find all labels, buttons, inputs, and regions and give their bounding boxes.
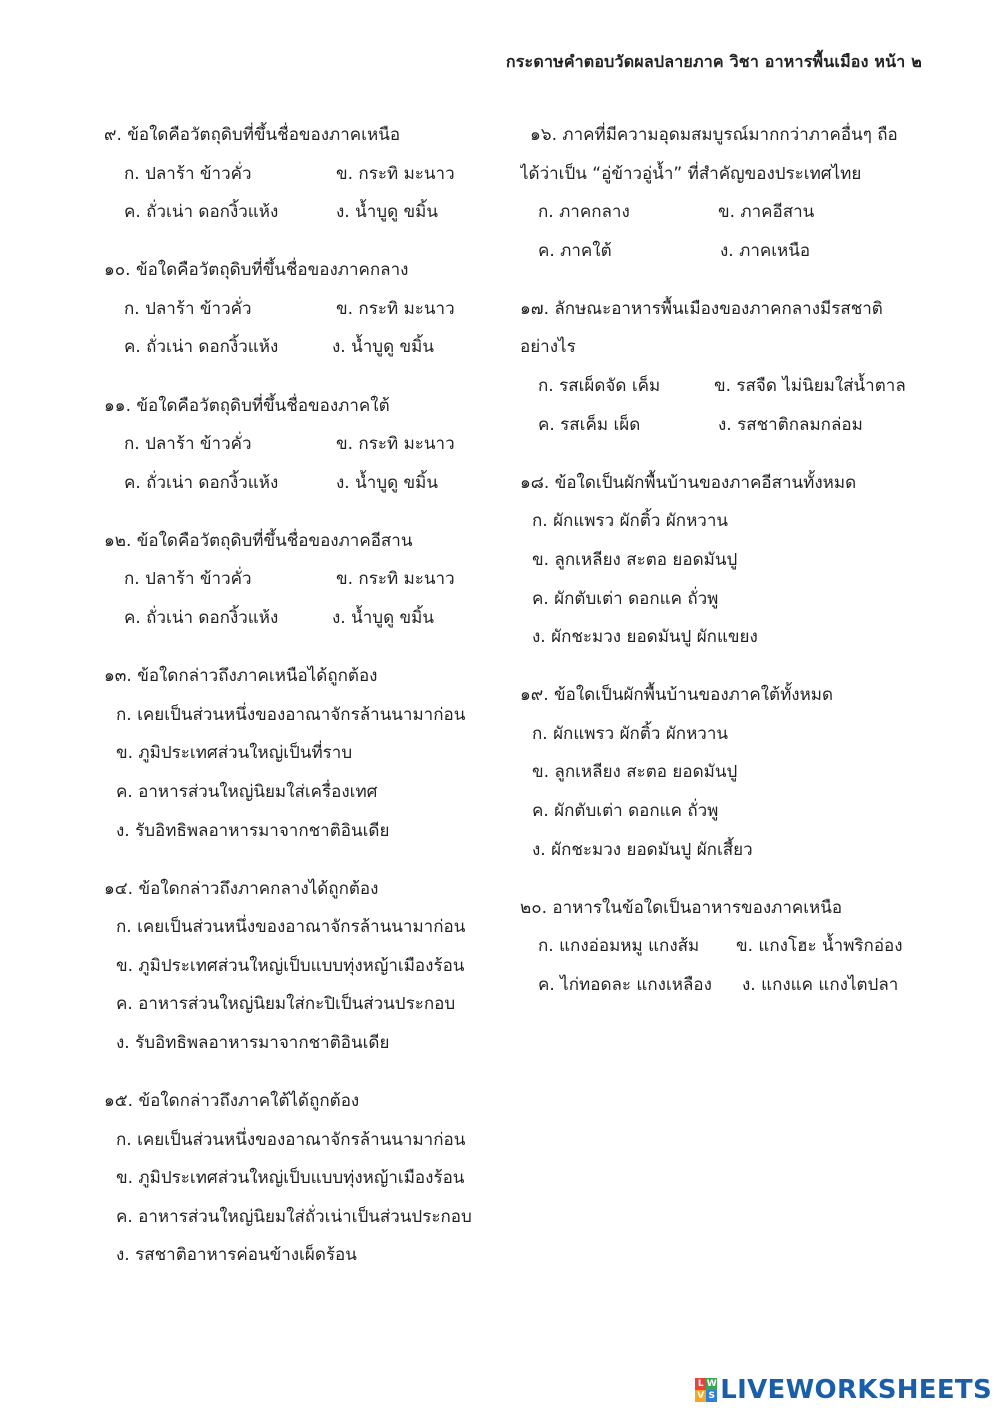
question-14	[104, 870, 504, 1063]
choice-option[interactable]: ค. ภาคใต้	[538, 240, 612, 261]
question-12	[104, 522, 504, 638]
question-16	[520, 116, 930, 270]
question-stem: ๑๘. ข้อใดเป็นผักพื้นบ้านของภาคอีสานทั้งหมด	[520, 472, 857, 493]
choice-option[interactable]: ข. ภาคอีสาน	[718, 202, 815, 223]
choice-option[interactable]: ง. แกงแค แกงไตปลา	[742, 974, 899, 995]
choice-option[interactable]: ค. ถั่วเน่า ดอกงิ้วแห้ง	[124, 472, 279, 493]
choice-row	[520, 193, 930, 232]
choice-option[interactable]: ก. เคยเป็นส่วนหนึ่งของอาณาจักรล้านนามาก่อน	[116, 704, 466, 725]
choice-row	[104, 464, 504, 503]
choice-row	[104, 599, 504, 638]
choice-row	[104, 290, 504, 329]
choice-option[interactable]: ก. ปลาร้า ข้าวคั่ว	[124, 298, 252, 319]
choice-option[interactable]: ข. แกงโฮะ น้ำพริกอ่อง	[736, 936, 903, 957]
choice-row	[104, 560, 504, 599]
choice-option[interactable]: ค. ผักตับเต่า ดอกแค ถั่วพู	[532, 588, 719, 609]
choice-option[interactable]: ข. ลูกเหลียง สะตอ ยอดมันปู	[532, 549, 738, 570]
choice-option[interactable]: ค. ไก่ทอดละ แกงเหลือง	[538, 974, 712, 995]
question-stem: ๑๗. ลักษณะอาหารพื้นเมืองของภาคกลางมีรสชาติ	[520, 298, 883, 319]
choice-row	[104, 193, 504, 232]
choice-option[interactable]: ง. รับอิทธิพลอาหารมาจากชาติอินเดีย	[116, 1032, 390, 1053]
choice-option[interactable]: ก. เคยเป็นส่วนหนึ่งของอาณาจักรล้านนามาก่อน	[116, 1129, 466, 1150]
choice-option[interactable]: ก. เคยเป็นส่วนหนึ่งของอาณาจักรล้านนามาก่อน	[116, 917, 466, 938]
question-15	[104, 1082, 504, 1275]
choice-row	[520, 406, 930, 445]
logo-badge-letter: S	[706, 1390, 717, 1402]
choice-row	[520, 966, 930, 1005]
question-11	[104, 387, 504, 503]
question-stem: ๑๕. ข้อใดกล่าวถึงภาคใต้ได้ถูกต้อง	[104, 1091, 360, 1112]
choice-option[interactable]: ค. รสเค็ม เผ็ด	[538, 414, 641, 435]
question-stem: ๑๙. ข้อใดเป็นผักพื้นบ้านของภาคใต้ทั้งหมด	[520, 685, 834, 706]
choice-option[interactable]: ก. ปลาร้า ข้าวคั่ว	[124, 434, 252, 455]
choice-option[interactable]: ค. อาหารส่วนใหญ่นิยมใส่กะปิเป็นส่วนประกอบ	[116, 994, 456, 1015]
page-header: กระดาษคำตอบวัดผลปลายภาค วิชา อาหารพื้นเมือง หน้า ๒	[505, 52, 922, 71]
choice-row	[104, 328, 504, 367]
choice-option[interactable]: ก. รสเผ็ดจัด เค็ม	[538, 376, 661, 397]
question-20	[520, 889, 930, 1005]
choice-option[interactable]: ง. รสชาติอาหารค่อนข้างเผ็ดร้อน	[116, 1245, 357, 1266]
choice-option[interactable]: ข. กระทิ มะนาว	[336, 434, 455, 455]
question-stem: ๑๑. ข้อใดคือวัตถุดิบที่ขึ้นชื่อของภาคใต้	[104, 395, 390, 416]
choice-option[interactable]: ง. ภาคเหนือ	[720, 240, 811, 261]
choice-option[interactable]: ก. ผักแพรว ผักติ้ว ผักหวาน	[532, 511, 729, 532]
choice-option[interactable]: ข. ภูมิประเทศส่วนใหญ่เป็บแบบทุ่งหญ้าเมืองร้อน	[116, 955, 465, 976]
question-18	[520, 464, 930, 657]
question-19	[520, 676, 930, 869]
question-stem: ๒๐. อาหารในข้อใดเป็นอาหารของภาคเหนือ	[520, 897, 843, 918]
choice-option[interactable]: ค. อาหารส่วนใหญ่นิยมใส่เครื่องเทศ	[116, 781, 378, 802]
choice-option[interactable]: ก. แกงอ่อมหมู แกงส้ม	[538, 936, 700, 957]
question-stem: ๑๒. ข้อใดคือวัตถุดิบที่ขึ้นชื่อของภาคอีสาน	[104, 530, 413, 551]
logo-badge-letter: V	[695, 1390, 706, 1402]
choice-option[interactable]: ข. กระทิ มะนาว	[336, 298, 455, 319]
question-10	[104, 251, 504, 367]
choice-row	[520, 367, 930, 406]
choice-row	[520, 927, 930, 966]
logo-text: LIVEWORKSHEETS	[720, 1375, 992, 1405]
question-stem: ๑๔. ข้อใดกล่าวถึงภาคกลางได้ถูกต้อง	[104, 878, 379, 899]
question-stem: ๙. ข้อใดคือวัตถุดิบที่ขึ้นชื่อของภาคเหนือ	[104, 125, 401, 145]
choice-option[interactable]: ง. ผักชะมวง ยอดมันปู ผักเสี้ยว	[532, 839, 753, 860]
question-stem: ๑๓. ข้อใดกล่าวถึงภาคเหนือได้ถูกต้อง	[104, 666, 378, 687]
choice-option[interactable]: ค. ถั่วเน่า ดอกงิ้วแห้ง	[124, 608, 279, 629]
choice-option[interactable]: ข. ภูมิประเทศส่วนใหญ่เป็บแบบทุ่งหญ้าเมืองร้อน	[116, 1168, 465, 1189]
choice-option[interactable]: ก. ผักแพรว ผักติ้ว ผักหวาน	[532, 723, 729, 744]
choice-option[interactable]: ก. ปลาร้า ข้าวคั่ว	[124, 163, 252, 184]
question-stem: ๑๖. ภาคที่มีความอุดมสมบูรณ์มากกว่าภาคอื่นๆ ถือ	[530, 125, 898, 145]
liveworksheets-logo	[695, 1375, 992, 1405]
choice-option[interactable]: ค. อาหารส่วนใหญ่นิยมใส่ถั่วเน่าเป็นส่วนประกอบ	[116, 1206, 472, 1227]
choice-option[interactable]: ข. ภูมิประเทศส่วนใหญ่เป็นที่ราบ	[116, 743, 353, 764]
question-9	[104, 116, 504, 232]
choice-row	[104, 425, 504, 464]
logo-badge-letter: L	[695, 1378, 706, 1390]
choice-option[interactable]: ข. กระทิ มะนาว	[336, 569, 455, 590]
choice-option[interactable]: ข. กระทิ มะนาว	[336, 163, 455, 184]
choice-row	[520, 232, 930, 271]
choice-option[interactable]: ค. ถั่วเน่า ดอกงิ้วแห้ง	[124, 202, 279, 223]
choice-option[interactable]: ง. น้ำบูดู ขมิ้น	[336, 472, 438, 493]
left-column	[104, 116, 504, 1295]
question-stem-continued: อย่างไร	[520, 337, 576, 358]
question-stem: ๑๐. ข้อใดคือวัตถุดิบที่ขึ้นชื่อของภาคกลาง	[104, 260, 409, 281]
choice-option[interactable]: ง. รับอิทธิพลอาหารมาจากชาติอินเดีย	[116, 820, 390, 841]
choice-option[interactable]: ง. น้ำบูดู ขมิ้น	[332, 337, 434, 358]
choice-row	[104, 155, 504, 194]
choice-option[interactable]: ค. ถั่วเน่า ดอกงิ้วแห้ง	[124, 337, 279, 358]
question-13	[104, 657, 504, 850]
choice-option[interactable]: ง. ผักชะมวง ยอดมันปู ผักแขยง	[532, 627, 758, 648]
question-17	[520, 290, 930, 444]
choice-option[interactable]: ข. รสจืด ไม่นิยมใส่น้ำตาล	[714, 376, 906, 397]
choice-option[interactable]: ก. ปลาร้า ข้าวคั่ว	[124, 569, 252, 590]
choice-option[interactable]: ง. น้ำบูดู ขมิ้น	[332, 608, 434, 629]
logo-badge-icon	[695, 1378, 717, 1402]
choice-option[interactable]: ง. น้ำบูดู ขมิ้น	[336, 202, 438, 223]
choice-option[interactable]: ก. ภาคกลาง	[538, 202, 630, 223]
choice-option[interactable]: ข. ลูกเหลียง สะตอ ยอดมันปู	[532, 762, 738, 783]
choice-option[interactable]: ค. ผักตับเต่า ดอกแค ถั่วพู	[532, 801, 719, 821]
logo-badge-letter: W	[706, 1379, 717, 1389]
choice-option[interactable]: ง. รสชาติกลมกล่อม	[718, 414, 863, 435]
question-stem-continued: ได้ว่าเป็น “อู่ข้าวอู่น้ำ” ที่สำคัญของประเทศไทย	[520, 163, 862, 184]
right-column	[520, 116, 930, 1024]
